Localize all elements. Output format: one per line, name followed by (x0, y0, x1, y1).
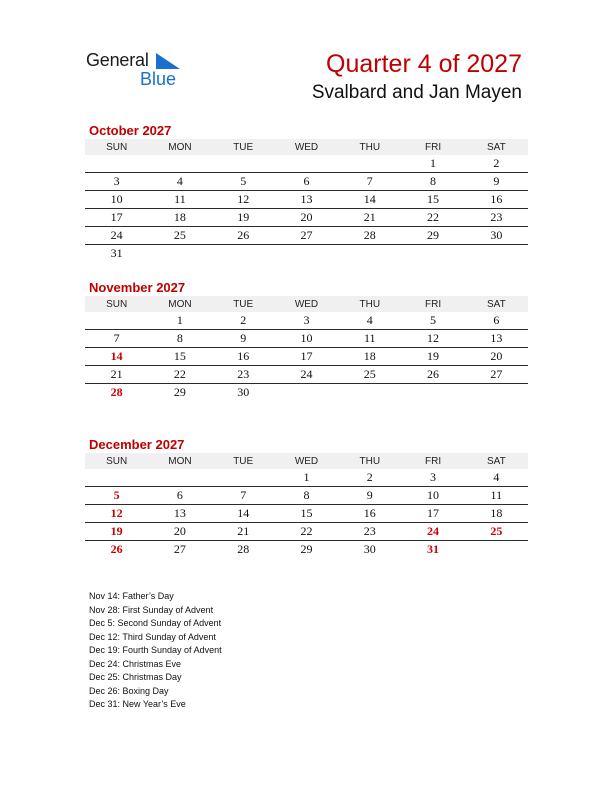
weekday-header (85, 139, 528, 155)
day-cell: 5 (430, 313, 437, 327)
week-row (85, 348, 528, 366)
day-cell: 24 (110, 228, 123, 242)
day-cell: 21 (110, 367, 123, 381)
weekday-label: THU (359, 141, 381, 153)
holiday-note: Dec 5: Second Sunday of Advent (89, 618, 222, 628)
month-october (85, 122, 528, 262)
day-cell: 31 (110, 246, 123, 260)
month-november (85, 279, 528, 401)
weekday-label: SUN (106, 141, 128, 153)
day-cell: 12 (427, 331, 440, 345)
day-cell: 6 (303, 174, 310, 188)
weekday-label: THU (359, 455, 381, 467)
day-cell: 21 (237, 524, 250, 538)
day-cell: 6 (493, 313, 500, 327)
weekday-label: WED (294, 141, 319, 153)
day-cell: 8 (430, 174, 437, 188)
day-cell: 30 (237, 385, 250, 399)
day-cell: 20 (300, 210, 313, 224)
weekday-label: MON (168, 298, 192, 310)
week-row (85, 227, 528, 245)
day-cell: 22 (300, 524, 313, 538)
weekday-header (85, 453, 528, 469)
month-title: November 2027 (89, 280, 186, 295)
day-cell: 9 (366, 488, 373, 502)
weekday-label: SUN (106, 298, 128, 310)
page-title: Quarter 4 of 2027 (326, 50, 522, 78)
weekday-label: FRI (424, 455, 442, 467)
day-cell: 29 (300, 542, 313, 556)
week-row (85, 245, 528, 262)
week-row (85, 541, 528, 558)
day-cell: 2 (240, 313, 247, 327)
week-row (85, 487, 528, 505)
day-cell: 21 (363, 210, 376, 224)
day-cell: 7 (366, 174, 373, 188)
day-cell: 2 (366, 470, 373, 484)
day-cell: 5 (240, 174, 247, 188)
month-weeks (85, 469, 528, 558)
day-cell: 30 (363, 542, 376, 556)
day-cell: 26 (110, 542, 123, 556)
day-cell: 9 (493, 174, 500, 188)
weekday-label: WED (294, 298, 319, 310)
day-cell: 4 (366, 313, 373, 327)
day-cell: 5 (113, 488, 120, 502)
week-row (85, 505, 528, 523)
logo-blue-text: Blue (140, 69, 177, 89)
day-cell: 13 (490, 331, 503, 345)
day-cell: 28 (363, 228, 376, 242)
day-cell: 10 (427, 488, 440, 502)
day-cell: 14 (237, 506, 250, 520)
day-cell: 22 (427, 210, 440, 224)
day-cell: 28 (110, 385, 123, 399)
day-cell: 15 (300, 506, 313, 520)
weekday-label: TUE (233, 141, 254, 153)
weekday-label: SUN (106, 455, 128, 467)
day-cell: 29 (173, 385, 186, 399)
day-cell: 8 (303, 488, 310, 502)
holiday-note: Nov 14: Father’s Day (89, 591, 174, 601)
week-row (85, 366, 528, 384)
holiday-note: Dec 31: New Year’s Eve (89, 699, 186, 709)
day-cell: 25 (490, 524, 503, 538)
day-cell: 15 (427, 192, 440, 206)
day-cell: 27 (300, 228, 313, 242)
weekday-label: SAT (486, 141, 506, 153)
weekday-label: TUE (233, 298, 254, 310)
day-cell: 27 (490, 367, 503, 381)
day-cell: 12 (110, 506, 123, 520)
weekday-label: FRI (424, 141, 442, 153)
holiday-note: Nov 28: First Sunday of Advent (89, 604, 214, 615)
day-cell: 12 (237, 192, 250, 206)
weekday-label: WED (294, 455, 319, 467)
day-cell: 19 (427, 349, 440, 363)
day-cell: 1 (303, 470, 310, 484)
day-cell: 7 (240, 488, 247, 502)
week-row (85, 523, 528, 541)
holiday-note: Dec 19: Fourth Sunday of Advent (89, 645, 222, 655)
day-cell: 24 (427, 524, 440, 538)
day-cell: 3 (113, 174, 120, 188)
week-row (85, 173, 528, 191)
week-row (85, 469, 528, 487)
day-cell: 7 (113, 331, 120, 345)
day-cell: 20 (173, 524, 186, 538)
day-cell: 27 (173, 542, 186, 556)
day-cell: 13 (173, 506, 186, 520)
day-cell: 17 (427, 506, 440, 520)
month-weeks (85, 155, 528, 262)
day-cell: 15 (173, 349, 186, 363)
day-cell: 30 (490, 228, 503, 242)
week-row (85, 384, 528, 401)
day-cell: 10 (300, 331, 313, 345)
logo-general-text: General (86, 50, 149, 70)
day-cell: 2 (493, 156, 500, 170)
month-title: October 2027 (89, 123, 172, 138)
day-cell: 10 (110, 192, 123, 206)
month-december (85, 436, 528, 558)
day-cell: 20 (490, 349, 503, 363)
day-cell: 16 (363, 506, 376, 520)
day-cell: 4 (176, 174, 183, 188)
day-cell: 16 (490, 192, 503, 206)
day-cell: 22 (173, 367, 186, 381)
week-row (85, 209, 528, 227)
week-row (85, 191, 528, 209)
day-cell: 3 (303, 313, 310, 327)
holiday-note: Dec 12: Third Sunday of Advent (89, 631, 216, 642)
day-cell: 19 (110, 524, 123, 538)
day-cell: 13 (300, 192, 313, 206)
weekday-label: MON (168, 455, 192, 467)
day-cell: 26 (237, 228, 250, 242)
day-cell: 8 (176, 331, 183, 345)
day-cell: 16 (237, 349, 250, 363)
day-cell: 9 (240, 331, 247, 345)
weekday-label: FRI (424, 298, 442, 310)
day-cell: 25 (173, 228, 186, 242)
weekday-label: TUE (233, 455, 254, 467)
day-cell: 17 (300, 349, 313, 363)
day-cell: 31 (427, 542, 440, 556)
day-cell: 26 (427, 367, 440, 381)
holiday-notes (89, 590, 222, 712)
day-cell: 3 (430, 470, 437, 484)
day-cell: 14 (110, 349, 123, 363)
weekday-label: SAT (486, 455, 506, 467)
day-cell: 29 (427, 228, 440, 242)
day-cell: 23 (363, 524, 376, 538)
day-cell: 17 (110, 210, 123, 224)
generalblue-logo (86, 50, 196, 90)
day-cell: 19 (237, 210, 250, 224)
weekday-label: MON (168, 141, 192, 153)
day-cell: 18 (490, 506, 503, 520)
day-cell: 23 (490, 210, 503, 224)
weekday-header (85, 296, 528, 312)
holiday-note: Dec 24: Christmas Eve (89, 658, 182, 669)
week-row (85, 312, 528, 330)
weekday-label: SAT (486, 298, 506, 310)
page-subtitle: Svalbard and Jan Mayen (311, 82, 522, 103)
day-cell: 18 (173, 210, 186, 224)
day-cell: 23 (237, 367, 250, 381)
day-cell: 11 (490, 488, 503, 502)
day-cell: 24 (300, 367, 313, 381)
day-cell: 11 (363, 331, 376, 345)
day-cell: 4 (493, 470, 500, 484)
month-weeks (85, 312, 528, 401)
week-row (85, 155, 528, 173)
day-cell: 14 (363, 192, 376, 206)
day-cell: 25 (363, 367, 376, 381)
logo-triangle-icon (156, 53, 180, 69)
holiday-note: Dec 26: Boxing Day (89, 685, 169, 696)
month-title: December 2027 (89, 437, 185, 452)
day-cell: 28 (237, 542, 250, 556)
week-row (85, 330, 528, 348)
day-cell: 11 (174, 192, 186, 206)
day-cell: 6 (176, 488, 183, 502)
weekday-label: THU (359, 298, 381, 310)
day-cell: 1 (430, 156, 437, 170)
holiday-note: Dec 25: Christmas Day (89, 672, 182, 682)
day-cell: 1 (176, 313, 183, 327)
day-cell: 18 (363, 349, 376, 363)
